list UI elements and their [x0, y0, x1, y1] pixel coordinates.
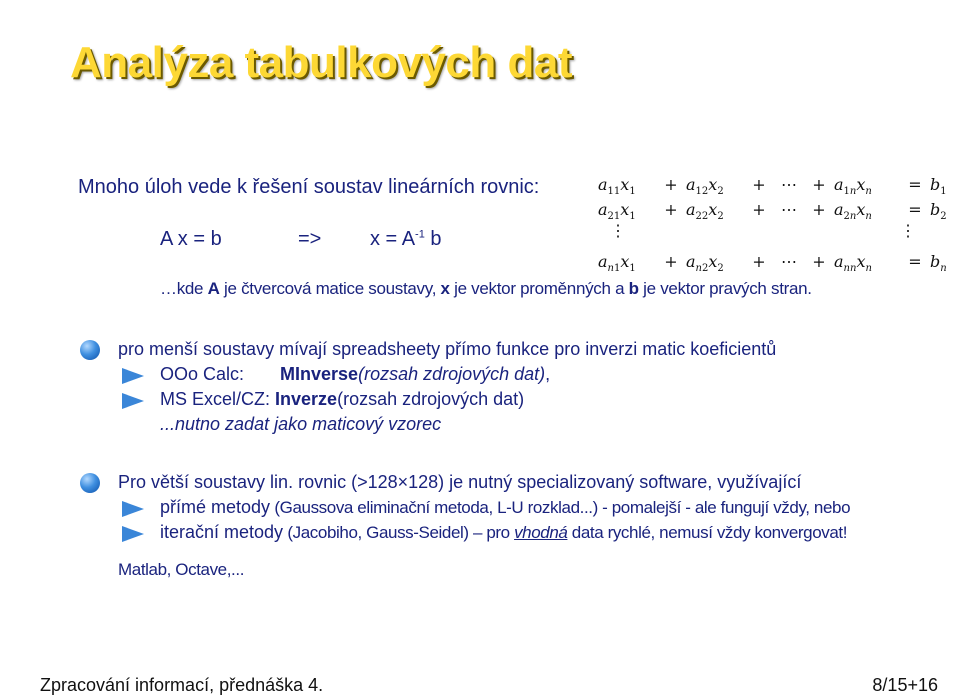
equation-row-2: $a_{21}x_1 + a_{22}x_2$ + ⋯ + $a_{2n}x_n = b_2$ [598, 200, 947, 223]
arrow-bullet-icon [122, 501, 144, 517]
equation-explanation: …kde A je čtvercová matice soustavy, x je vektor proměnných a b je vektor pravých stran. [160, 279, 812, 298]
software-examples: Matlab, Octave,... [118, 560, 245, 579]
footer-page-number: 8/15+16 [872, 675, 938, 695]
small-systems-text: pro menší soustavy mívají spreadsheety přímo funkce pro inverzi matic koeficientů [118, 339, 777, 359]
iterative-methods-line: iterační metody (Jacobiho, Gauss-Seidel) – pro vhodná data rychlé, nemusí vždy konvergovat! [160, 522, 848, 542]
equation-row-1: $a_{11}x_1 + a_{12}x_2$ + ⋯ + $a_{1n}x_n = b_1$ [598, 175, 947, 198]
ooo-calc-line: OOo Calc: MInverse(rozsah zdrojových dat), [160, 364, 551, 384]
intro-text: Mnoho úloh vede k řešení soustav lineárních rovnic: [78, 176, 540, 198]
arrow-bullet-icon [122, 526, 144, 542]
arrow-bullet-icon [122, 368, 144, 384]
equation-row-dots: ⋮ ⋮ [610, 221, 916, 240]
arrow-bullet-icon [122, 393, 144, 409]
array-formula-note: ...nutno zadat jako maticový vzorec [160, 414, 442, 434]
direct-methods-line: přímé metody (Gaussova eliminační metoda, L-U rozklad...) - pomalejší - ale fungují vždy, nebo [160, 497, 851, 517]
bullet-icon [80, 340, 100, 360]
slide-title: Analýza tabulkových dat [70, 38, 572, 87]
inverse-solution: $x = A^{-1}$ b [370, 228, 442, 250]
ms-excel-line: MS Excel/CZ: Inverze(rozsah zdrojových dat) [160, 389, 525, 409]
bullet-icon [80, 473, 100, 493]
implies-arrow: => [298, 228, 322, 250]
equation-row-n: $a_{n1}x_1 + a_{n2}x_2$ + ⋯ + $a_{nn}x_n = b_n$ [598, 252, 947, 275]
footer-course: Zpracování informací, přednáška 4. [40, 675, 324, 695]
large-systems-text: Pro větší soustavy lin. rovnic (>128×128) je nutný specializovaný software, využívající [118, 472, 802, 492]
matrix-equation: A x = b [160, 228, 222, 250]
linear-equation-system [598, 175, 958, 275]
